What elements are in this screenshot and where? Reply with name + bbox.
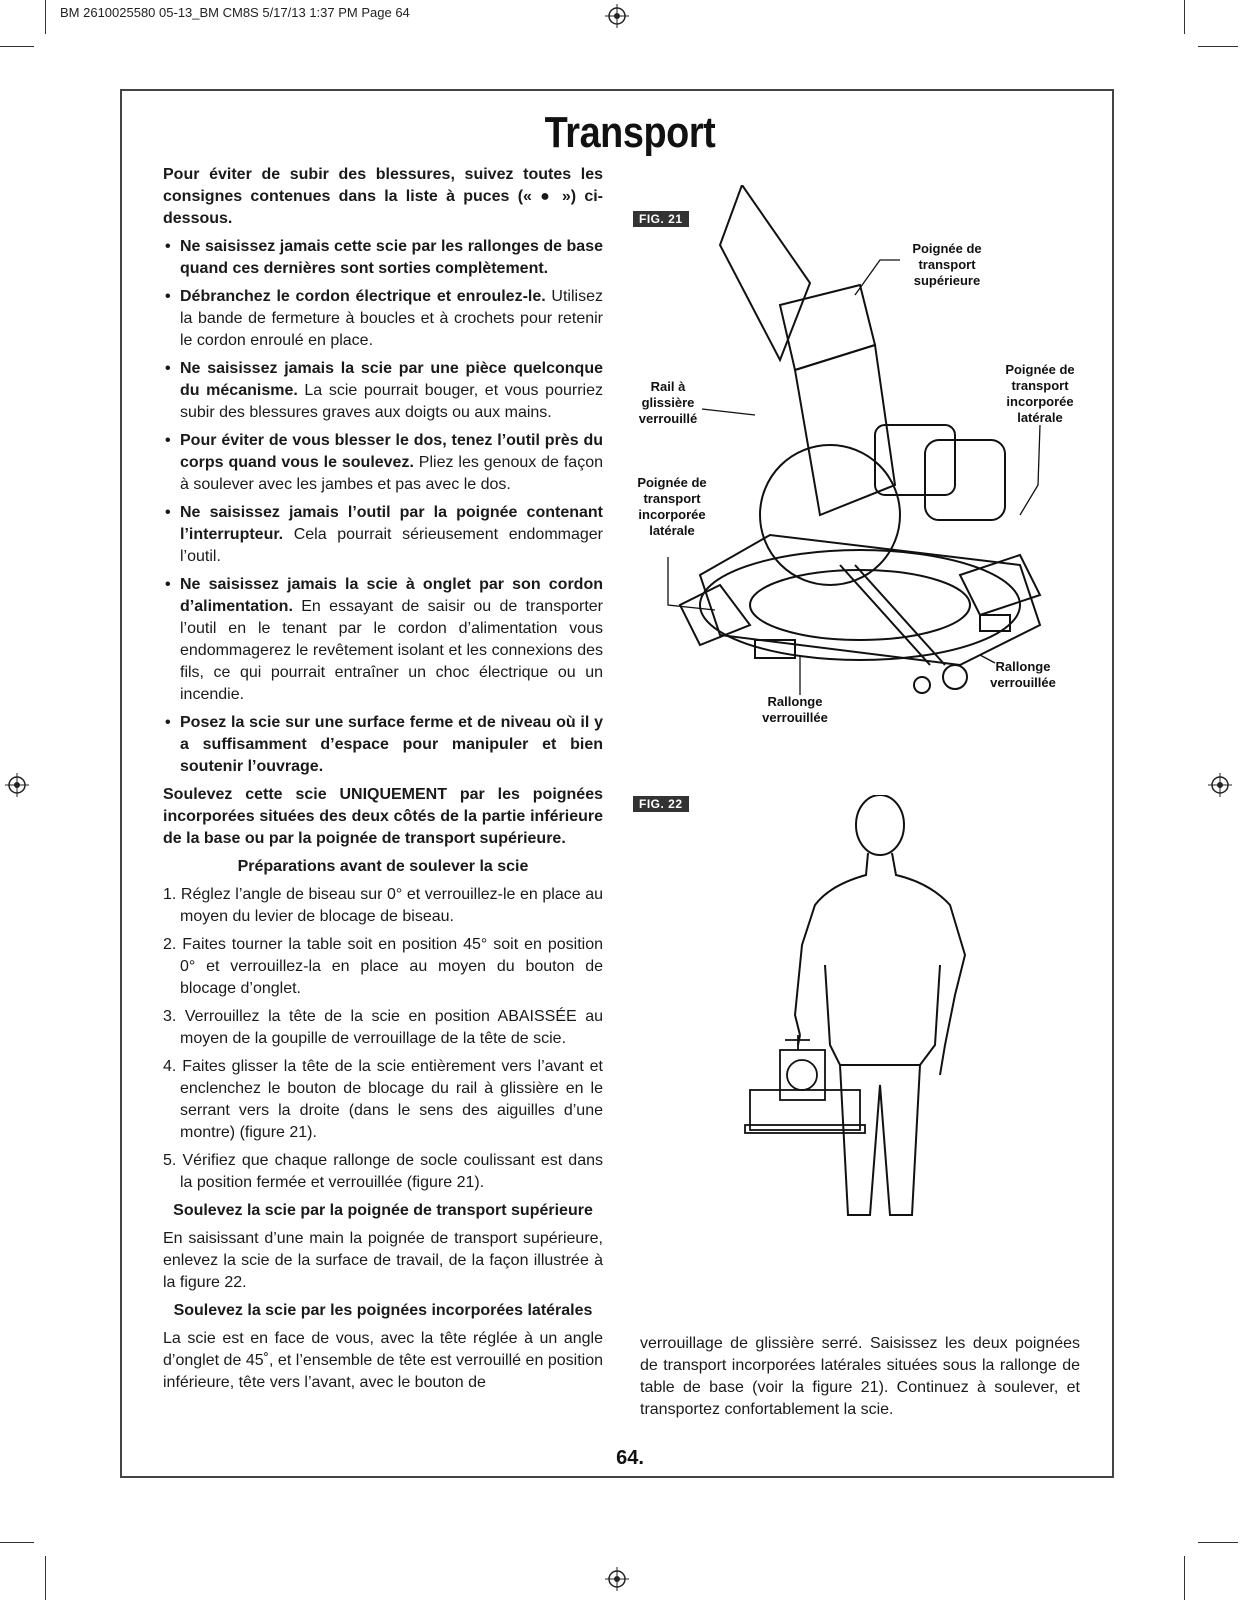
bullet-item: • Ne saisissez jamais cette scie par les rallonges de base quand ces dernières sont sorties complètement. [163, 236, 603, 280]
step-item: 1. Réglez l’angle de biseau sur 0° et verrouillez-le en place au moyen du levier de blocage de biseau. [163, 886, 603, 925]
callout-side-handle-left: Poignée de transport incorporée latérale [637, 475, 707, 538]
callout-side-handle-right: Poignée de transport incorporée latérale [1005, 362, 1075, 425]
prep-heading: Préparations avant de soulever la scie [237, 858, 529, 875]
crop-mark [1198, 46, 1238, 47]
top-handle-text: En saisissant d’une main la poignée de transport supérieure, enlevez la scie de la surface de travail, de la façon illustrée à la figure 22. [163, 1230, 603, 1291]
top-handle-heading: Soulevez la scie par la poignée de transport supérieure [173, 1202, 593, 1219]
crop-mark [1184, 1556, 1185, 1600]
crop-mark [45, 0, 46, 34]
crop-mark [1198, 1542, 1238, 1543]
registration-mark-icon [1208, 773, 1232, 797]
lift-note: Soulevez cette scie UNIQUEMENT par les poignées incorporées situées des deux côtés de la partie inférieure de la base ou par la poignée de transport supérieure. [163, 786, 603, 847]
slug-line: BM 2610025580 05-13_BM CM8S 5/17/13 1:37 PM Page 64 [60, 5, 410, 20]
callout-top-handle: Poignée de transport supérieure [912, 241, 982, 288]
bullet-item: • Ne saisissez jamais la scie à onglet par son cordon d’alimentation. En essayant de saisir ou de transporter l’outil en le tenant par le cordon d’alimentation vous endommagerez le revêtement isolant et les connexions des fils, ce qui pourrait entraîner un choc électrique ou un incendie. [163, 574, 603, 706]
crop-mark [1184, 0, 1185, 34]
crop-mark [45, 1556, 46, 1600]
page-title: Transport [544, 108, 716, 157]
fig22-label: FIG. 22 [633, 796, 689, 812]
bullet-item: • Ne saisissez jamais l’outil par la poignée contenant l’interrupteur. Cela pourrait sérieusement endommager l’outil. [163, 502, 603, 568]
bullet-item: • Ne saisissez jamais la scie par une pièce quelconque du mécanisme. La scie pourrait bouger, et vous pourriez subir des blessures graves aux doigts ou aux mains. [163, 358, 603, 424]
bullet-item: • Débranchez le cordon électrique et enroulez-le. Utilisez la bande de fermeture à boucles et à crochets pour retenir le cordon enroulé en place. [163, 286, 603, 352]
side-handle-heading: Soulevez la scie par les poignées incorporées latérales [173, 1302, 593, 1319]
step-item: 5. Vérifiez que chaque rallonge de socle coulissant est dans la position fermée et verrouillée (figure 21). [163, 1152, 603, 1191]
person-carrying-saw-illustration [740, 795, 980, 1235]
page-number: 64. [616, 1447, 644, 1469]
intro-text: Pour éviter de subir des blessures, suivez toutes les consignes contenues dans la liste à puces (« ● ») ci-dessous. [163, 166, 603, 227]
callout-rail: Rail à glissière verrouillé [638, 379, 698, 426]
step-item: 2. Faites tourner la table soit en position 45° soit en position 0° et verrouillez-la en place au moyen du bouton de blocage d’onglet. [163, 936, 603, 997]
right-column-text [640, 1333, 1080, 1427]
callout-ext-bottom: Rallonge verrouillée [762, 694, 828, 725]
crop-mark [0, 46, 34, 47]
crop-mark [0, 1542, 34, 1543]
bullet-item: • Posez la scie sur une surface ferme et de niveau où il y a suffisamment d’espace pour manipuler et bien soutenir l’ouvrage. [163, 712, 603, 778]
callout-ext-right: Rallonge verrouillée [990, 659, 1056, 690]
registration-mark-icon [5, 773, 29, 797]
registration-mark-icon [605, 1567, 629, 1591]
side-handle-continued: verrouillage de glissière serré. Saisissez les deux poignées de transport incorporées latérales situées sous la rallonge de table de base (voir la figure 21). Continuez à soulever, et transportez confortablement la scie. [640, 1335, 1080, 1418]
step-item: 3. Verrouillez la tête de la scie en position ABAISSÉE au moyen de la goupille de verrouillage de la tête de scie. [163, 1008, 603, 1047]
fig21-label: FIG. 21 [633, 211, 689, 227]
registration-mark-icon [605, 4, 629, 28]
safety-bullets [163, 236, 603, 778]
left-column [163, 164, 603, 1400]
side-handle-text: La scie est en face de vous, avec la tête réglée à un angle d’onglet de 45˚, et l’ensemble de tête est verrouillé en position inférieure, tête vers l’avant, avec le bouton de [163, 1330, 603, 1391]
step-item: 4. Faites glisser la tête de la scie entièrement vers l’avant et enclenchez le bouton de blocage du rail à glissière en le serrant vers la droite (dans le sens des aiguilles d’une montre) (figure 21). [163, 1058, 603, 1141]
miter-saw-illustration [660, 185, 1080, 715]
bullet-item: • Pour éviter de vous blesser le dos, tenez l’outil près du corps quand vous le soulevez. Pliez les genoux de façon à soulever avec les jambes et pas avec le dos. [163, 430, 603, 496]
prep-steps [163, 884, 603, 1194]
